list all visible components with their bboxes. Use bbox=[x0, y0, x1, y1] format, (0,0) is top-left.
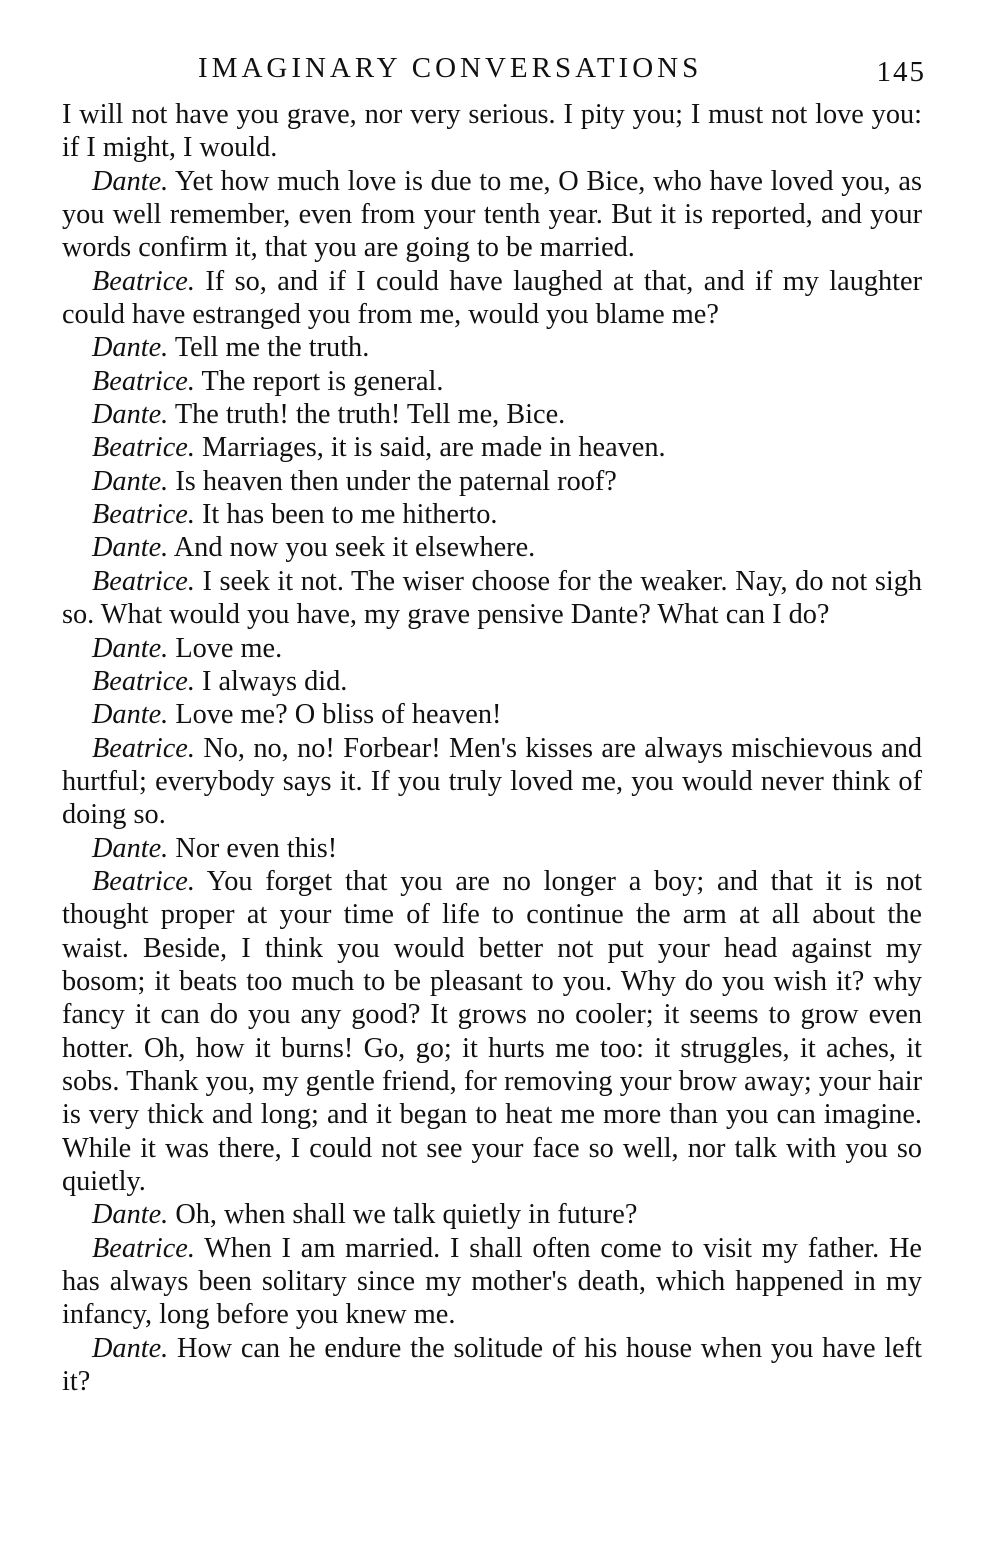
paragraph bbox=[62, 698, 922, 731]
paragraph-text: You forget that you are no longer a boy; and that it is not thought proper at your time of life to continue the arm at all about the waist. Beside, I think you would better not put your head against my bosom; it beats too much to be pleasant to you. Why do you wish it? why fancy it can do you any good? It grows no cooler; it seems to grow even hotter. Oh, how it burns! Go, go; it hurts me too: it struggles, it aches, it sobs. Thank you, my gentle friend, for removing your brow away; your hair is very thick and long; and it began to heat me more than you can imagine. While it was there, I could not see your face so well, nor talk with you so quietly. bbox=[62, 865, 922, 1197]
dialogue-text bbox=[62, 98, 922, 1398]
running-head bbox=[62, 48, 926, 98]
paragraph bbox=[62, 165, 922, 265]
book-page bbox=[62, 48, 926, 1398]
paragraph-text: Marriages, it is said, are made in heaven. bbox=[202, 432, 666, 464]
paragraph-text: I seek it not. The wiser choose for the weaker. Nay, do not sigh so. What would you have, my grave pensive Dante? What can I do? bbox=[62, 565, 922, 631]
paragraph-text: I always did. bbox=[202, 665, 348, 697]
speaker-name: Beatrice. bbox=[92, 499, 195, 531]
speaker-name: Beatrice. bbox=[92, 865, 195, 897]
paragraph-text: When I am married. I shall often come to visit my father. He has always been solitary since my mother's death, which happened in my infancy, long before you knew me. bbox=[62, 1232, 922, 1331]
paragraph bbox=[62, 1332, 922, 1399]
paragraph bbox=[62, 431, 922, 464]
speaker-name: Dante. bbox=[92, 1332, 169, 1364]
paragraph bbox=[62, 398, 922, 431]
speaker-name: Dante. bbox=[92, 1199, 169, 1231]
paragraph-text: The truth! the truth! Tell me, Bice. bbox=[174, 399, 566, 431]
speaker-name: Beatrice. bbox=[92, 565, 195, 597]
speaker-name: Beatrice. bbox=[92, 432, 195, 464]
speaker-name: Dante. bbox=[92, 399, 169, 431]
paragraph-text: Love me? O bliss of heaven! bbox=[175, 699, 502, 731]
page-number: 145 bbox=[876, 56, 926, 88]
speaker-name: Beatrice. bbox=[92, 665, 195, 697]
speaker-name: Dante. bbox=[92, 699, 169, 731]
speaker-name: Dante. bbox=[92, 465, 169, 497]
paragraph bbox=[62, 365, 922, 398]
paragraph bbox=[62, 331, 922, 364]
paragraph-text: Nor even this! bbox=[175, 832, 338, 864]
paragraph-text: Is heaven then under the paternal roof? bbox=[175, 465, 617, 497]
paragraph bbox=[62, 732, 922, 832]
paragraph bbox=[62, 865, 922, 1198]
paragraph-text: No, no, no! Forbear! Men's kisses are always mischievous and hurtful; everybody says it. If you truly loved me, you would never think of doing so. bbox=[62, 732, 922, 831]
paragraph bbox=[62, 632, 922, 665]
paragraph-text: It has been to me hitherto. bbox=[202, 499, 498, 531]
paragraph bbox=[62, 565, 922, 632]
paragraph bbox=[62, 98, 922, 165]
speaker-name: Beatrice. bbox=[92, 265, 195, 297]
paragraph bbox=[62, 832, 922, 865]
paragraph bbox=[62, 498, 922, 531]
paragraph bbox=[62, 531, 922, 564]
paragraph-text: I will not have you grave, nor very serious. I pity you; I must not love you: if I might, I would. bbox=[62, 99, 922, 164]
speaker-name: Dante. bbox=[92, 532, 169, 564]
speaker-name: Dante. bbox=[92, 332, 169, 364]
paragraph bbox=[62, 265, 922, 332]
speaker-name: Dante. bbox=[92, 832, 169, 864]
speaker-name: Dante. bbox=[92, 165, 169, 197]
paragraph-text: If so, and if I could have laughed at that, and if my laughter could have estranged you from me, would you blame me? bbox=[62, 265, 922, 331]
speaker-name: Beatrice. bbox=[92, 1232, 195, 1264]
paragraph bbox=[62, 1232, 922, 1332]
paragraph-text: The report is general. bbox=[201, 365, 444, 397]
speaker-name: Beatrice. bbox=[92, 365, 195, 397]
paragraph bbox=[62, 1198, 922, 1231]
paragraph-text: Oh, when shall we talk quietly in future? bbox=[175, 1199, 638, 1231]
paragraph bbox=[62, 665, 922, 698]
speaker-name: Beatrice. bbox=[92, 732, 195, 764]
paragraph-text: Yet how much love is due to me, O Bice, who have loved you, as you well remember, even from your tenth year. But it is reported, and your words confirm it, that you are going to be married. bbox=[62, 165, 923, 264]
paragraph bbox=[62, 465, 922, 498]
speaker-name: Dante. bbox=[92, 632, 169, 664]
paragraph-text: Tell me the truth. bbox=[174, 332, 370, 364]
paragraph-text: And now you seek it elsewhere. bbox=[173, 532, 536, 564]
paragraph-text: How can he endure the solitude of his house when you have left it? bbox=[62, 1332, 922, 1398]
running-title: IMAGINARY CONVERSATIONS bbox=[198, 52, 703, 84]
paragraph-text: Love me. bbox=[175, 632, 283, 664]
